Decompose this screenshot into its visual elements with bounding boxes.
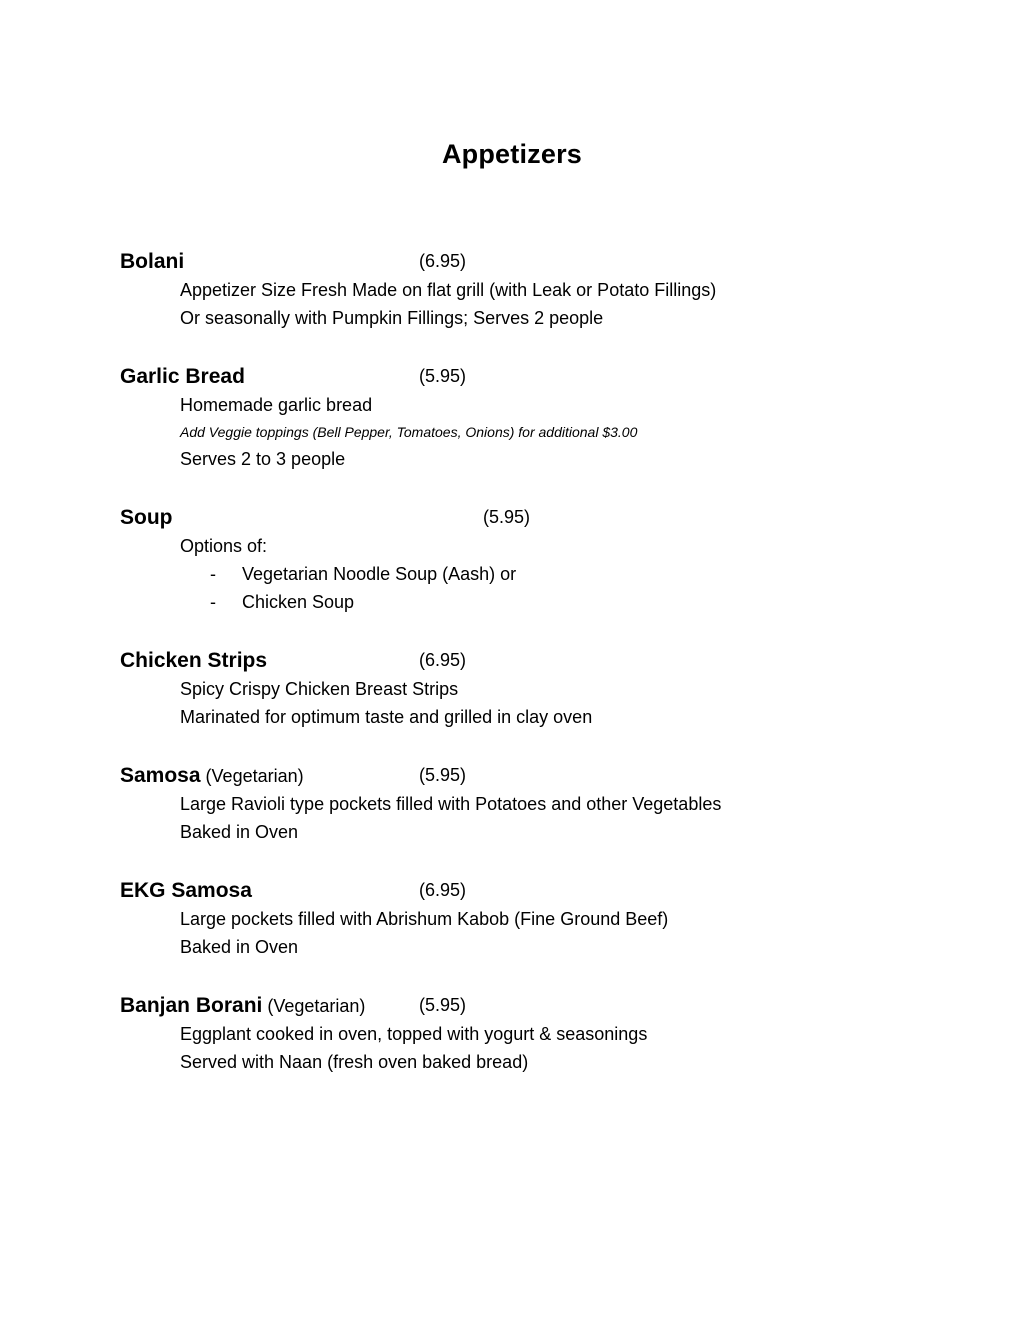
menu-item-price: (6.95) [419,650,467,670]
menu-item-price: (6.95) [419,251,467,271]
menu-item-heading [120,991,940,1020]
menu-item [120,876,940,961]
menu-item-list [120,247,940,1076]
menu-item-description [180,532,940,616]
menu-item-heading [120,247,940,276]
menu-item-heading [120,876,940,905]
menu-item-name: Garlic Bread [120,365,245,388]
menu-item-description-line: Marinated for optimum taste and grilled in clay oven [180,707,593,727]
menu-item-heading [120,761,940,790]
menu-item [120,247,940,332]
menu-item-name: Samosa [120,764,201,787]
menu-item-description-line: Homemade garlic bread [180,395,373,415]
page-title: Appetizers [441,139,583,169]
menu-item-price: (5.95) [483,507,531,527]
menu-item-note: Add Veggie toppings (Bell Pepper, Tomatoes, Onions) for additional $3.00 [180,424,638,440]
menu-item-qualifier: (Vegetarian) [262,996,366,1016]
menu-item-description-line: Eggplant cooked in oven, topped with yogurt & seasonings [180,1024,648,1044]
menu-item [120,362,940,473]
menu-item-description-line: Serves 2 to 3 people [180,449,346,469]
menu-item-description-line: Large pockets filled with Abrishum Kabob (Fine Ground Beef) [180,909,669,929]
menu-item-options [180,560,940,616]
menu-item [120,991,940,1076]
menu-item-qualifier: (Vegetarian) [200,766,304,786]
menu-item-description [180,276,940,332]
menu-item-description-line: Or seasonally with Pumpkin Fillings; Serves 2 people [180,308,604,328]
menu-item-description-line: Appetizer Size Fresh Made on flat grill (with Leak or Potato Fillings) [180,280,717,300]
menu-item-description-line: Options of: [180,536,268,556]
menu-item-description [180,790,940,846]
menu-item-description [180,1020,940,1076]
menu-item-name: Soup [120,506,173,529]
menu-item-description [180,675,940,731]
menu-item-heading [120,646,940,675]
menu-item-price: (5.95) [419,995,467,1015]
menu-item-name: Bolani [120,250,185,273]
menu-item-heading [120,362,940,391]
menu-item-price: (5.95) [419,765,467,785]
menu-item-price: (6.95) [419,880,467,900]
menu-item-description-line: Served with Naan (fresh oven baked bread) [180,1052,529,1072]
menu-item-description-line: Baked in Oven [180,937,299,957]
menu-option-label: Chicken Soup [242,592,355,612]
menu-item [120,761,940,846]
menu-item [120,503,940,616]
menu-item-heading [120,503,940,532]
menu-item-name: Banjan Borani [120,994,263,1017]
bullet-dash-icon: - [210,564,216,584]
menu-item-description-line: Spicy Crispy Chicken Breast Strips [180,679,459,699]
menu-item-name: Chicken Strips [120,649,268,672]
menu-option-item [180,588,940,616]
bullet-dash-icon: - [210,592,216,612]
menu-item [120,646,940,731]
menu-item-price: (5.95) [419,366,467,386]
menu-item-name: EKG Samosa [120,879,252,902]
menu-item-description [180,905,940,961]
menu-item-description-line: Large Ravioli type pockets filled with Potatoes and other Vegetables [180,794,722,814]
menu-item-description-line: Baked in Oven [180,822,299,842]
menu-option-item [180,560,940,588]
menu-item-description [180,391,940,473]
menu-option-label: Vegetarian Noodle Soup (Aash) or [242,564,517,584]
